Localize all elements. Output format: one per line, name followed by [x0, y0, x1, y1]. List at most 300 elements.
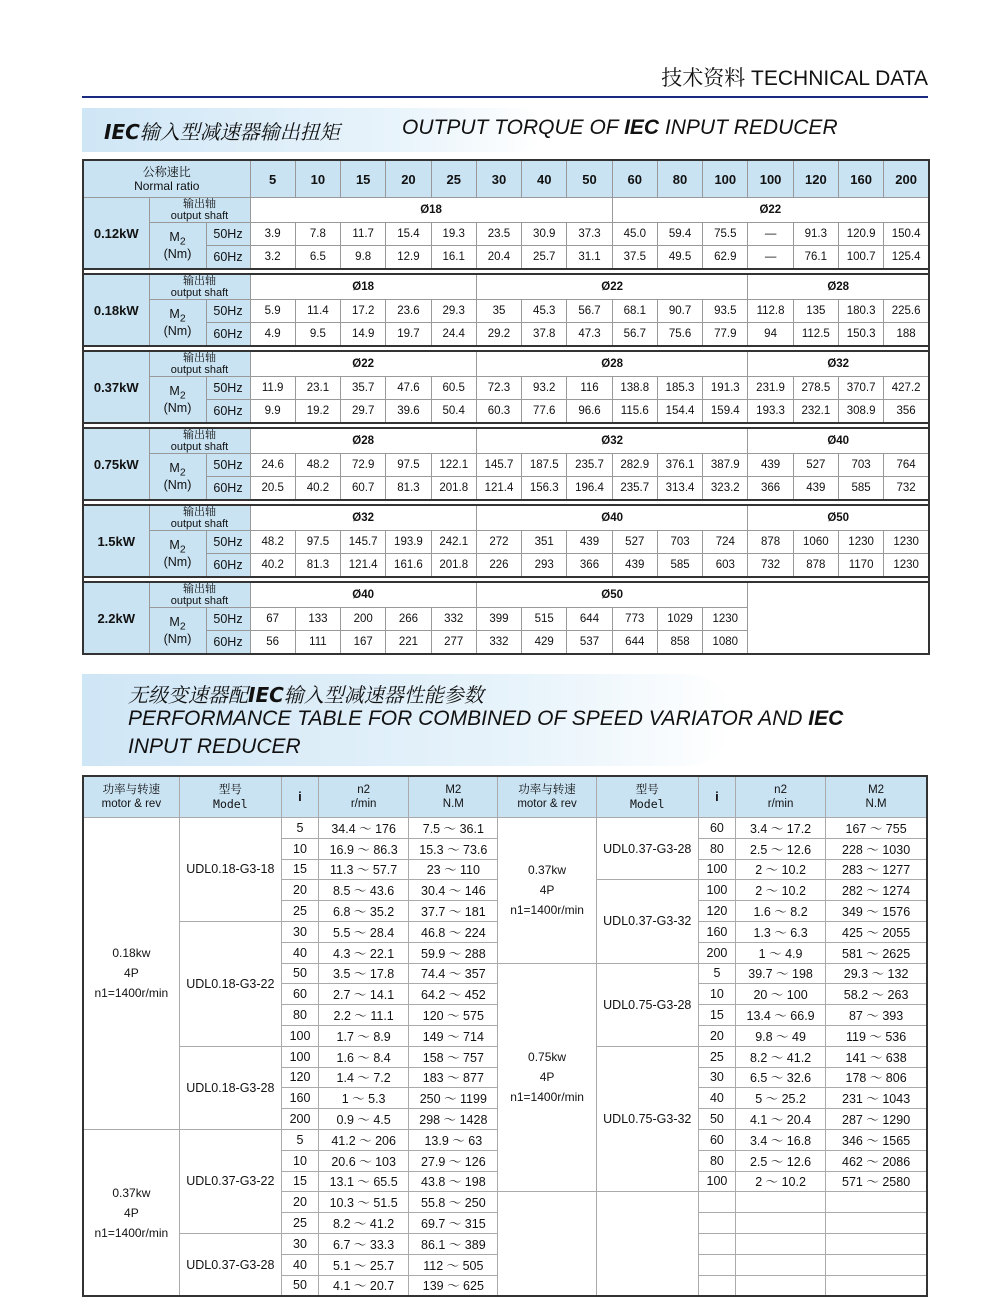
title2-en-iec: IEC [808, 707, 844, 730]
model-cn: 型号 [635, 784, 659, 796]
model-cell: UDL0.37-G3-22 [179, 1129, 281, 1233]
torque-value-cell: 25.7 [522, 246, 567, 270]
m2-range-cell: 74.4 ～ 357 [409, 963, 498, 984]
torque-value-cell: 29.3 [431, 300, 476, 323]
torque-value-cell: 196.4 [567, 477, 612, 501]
perf-row [83, 818, 927, 839]
section2-title-en-line2: INPUT REDUCER [128, 735, 301, 758]
torque-value-cell: 48.2 [250, 531, 295, 554]
torque-value-cell: 3.9 [250, 223, 295, 246]
torque-value-cell: 585 [838, 477, 883, 501]
n2-range-cell: 2.7 ～ 14.1 [319, 984, 409, 1005]
motor-rev-cell [83, 1129, 179, 1296]
motor-rev-cell [498, 1192, 596, 1296]
torque-value-cell: 20.4 [476, 246, 521, 270]
m2-range-cell [826, 1233, 927, 1254]
model-cell: UDL0.75-G3-32 [596, 1046, 698, 1192]
performance-table [82, 775, 928, 1297]
n2-range-cell: 8.2 ～ 41.2 [735, 1046, 825, 1067]
m2-range-cell: 23 ～ 110 [409, 859, 498, 880]
torque-value-cell: 40.2 [295, 477, 340, 501]
m2-range-cell: 46.8 ～ 224 [409, 921, 498, 942]
m2-unit-cell [149, 377, 206, 424]
ratio-i-cell: 15 [698, 1005, 735, 1026]
n2-range-cell: 10.3 ～ 51.5 [319, 1192, 409, 1213]
torque-value-cell: 272 [476, 531, 521, 554]
m2-label [150, 538, 206, 556]
shaft-label-cell [149, 351, 250, 377]
torque-value-cell: 145.7 [341, 531, 386, 554]
torque-value-cell: 91.3 [793, 223, 838, 246]
ratio-cell: 60 [612, 160, 657, 198]
torque-value-cell: 188 [884, 323, 929, 347]
torque-value-cell: 308.9 [838, 400, 883, 424]
torque-value-cell: 376.1 [657, 454, 702, 477]
torque-value-cell: 125.4 [884, 246, 929, 270]
torque-row-60hz [83, 554, 929, 578]
m2-range-cell: 282 ～ 1274 [826, 880, 927, 901]
n2-label: n2 [774, 784, 787, 796]
motor-rev-header [498, 776, 596, 818]
m2-label: M2 [445, 784, 462, 796]
ratio-cell: 15 [341, 160, 386, 198]
m2-range-cell: 29.3 ～ 132 [826, 963, 927, 984]
torque-value-cell: 282.9 [612, 454, 657, 477]
freq-60hz-cell: 60Hz [206, 554, 250, 578]
torque-value-cell: 221 [386, 631, 431, 655]
torque-value-cell: 366 [567, 554, 612, 578]
m2-unit-cell [149, 300, 206, 347]
n2-range-cell: 3.5 ～ 17.8 [319, 963, 409, 984]
torque-value-cell: 773 [612, 608, 657, 631]
torque-table [82, 159, 930, 655]
torque-value-cell: 537 [567, 631, 612, 655]
torque-value-cell: 50.4 [431, 400, 476, 424]
torque-value-cell: 68.1 [612, 300, 657, 323]
torque-value-cell: 278.5 [793, 377, 838, 400]
shaft-label-cn: 输出轴 [183, 583, 216, 595]
shaft-diameter-cell: Ø32 [476, 428, 748, 454]
torque-value-cell: 150.3 [838, 323, 883, 347]
shaft-label-cell [149, 198, 250, 223]
nm-label: (Nm) [163, 247, 192, 262]
n2-range-cell: 16.9 ～ 86.3 [319, 838, 409, 859]
torque-value-cell: 191.3 [703, 377, 748, 400]
ratio-i-cell: 160 [281, 1088, 318, 1109]
torque-value-cell: 235.7 [612, 477, 657, 501]
shaft-diameter-cell: Ø40 [748, 428, 929, 454]
ratio-i-cell: 30 [281, 921, 318, 942]
torque-value-cell: 439 [612, 554, 657, 578]
ratio-cell: 30 [476, 160, 521, 198]
torque-value-cell: 7.8 [295, 223, 340, 246]
torque-value-cell: 15.4 [386, 223, 431, 246]
n2-range-cell: 5.5 ～ 28.4 [319, 921, 409, 942]
title2-en-pre: PERFORMANCE TABLE FOR COMBINED OF SPEED VARIATOR AND [128, 707, 809, 730]
shaft-label-en: output shaft [170, 441, 229, 453]
title2-cn-post: 输入型减速器性能参数 [283, 683, 484, 707]
torque-value-cell: 121.4 [476, 477, 521, 501]
torque-value-cell: 527 [612, 531, 657, 554]
m2-range-cell: 425 ～ 2055 [826, 921, 927, 942]
ratio-header-row [83, 160, 929, 198]
torque-value-cell: 62.9 [703, 246, 748, 270]
torque-value-cell: 77.6 [522, 400, 567, 424]
torque-value-cell: 40.2 [250, 554, 295, 578]
motor-rev-line: 0.37kw [528, 863, 567, 878]
torque-row-50hz [83, 531, 929, 554]
m2-range-cell: 64.2 ～ 452 [409, 984, 498, 1005]
torque-value-cell: 93.2 [522, 377, 567, 400]
ratio-i-cell: 20 [281, 880, 318, 901]
torque-value-cell: 111 [295, 631, 340, 655]
m2-range-cell [826, 1213, 927, 1234]
torque-value-cell: 515 [522, 608, 567, 631]
torque-value-cell: 47.3 [567, 323, 612, 347]
model-cn: 型号 [218, 784, 242, 796]
torque-value-cell: 724 [703, 531, 748, 554]
torque-value-cell: 23.6 [386, 300, 431, 323]
shaft-label-cell [149, 582, 250, 608]
ratio-i-cell: 120 [698, 901, 735, 922]
torque-value-cell: 277 [431, 631, 476, 655]
m2-letter: M [169, 306, 180, 321]
torque-value-cell: 72.9 [341, 454, 386, 477]
torque-value-cell: 11.9 [250, 377, 295, 400]
m2-range-cell: 346 ～ 1565 [826, 1129, 927, 1150]
m2-subscript: 2 [179, 544, 186, 556]
torque-value-cell: 24.4 [431, 323, 476, 347]
m2-unit-cell [149, 531, 206, 578]
m2-range-cell: 15.3 ～ 73.6 [409, 838, 498, 859]
torque-value-cell: 145.7 [476, 454, 521, 477]
ratio-i-cell: 50 [281, 963, 318, 984]
m2-range-cell: 581 ～ 2625 [826, 942, 927, 963]
shaft-label-en: output shaft [170, 287, 229, 299]
empty-cell [748, 582, 929, 654]
n2-range-cell: 2 ～ 10.2 [735, 859, 825, 880]
torque-value-cell: 703 [657, 531, 702, 554]
n2-range-cell: 5.1 ～ 25.7 [319, 1254, 409, 1275]
shaft-label-cn: 输出轴 [183, 352, 216, 364]
m2-range-cell: 13.9 ～ 63 [409, 1129, 498, 1150]
torque-value-cell: 4.9 [250, 323, 295, 347]
model-cell: UDL0.37-G3-28 [179, 1233, 281, 1296]
power-cell: 1.5kW [83, 505, 149, 577]
torque-value-cell: 11.7 [341, 223, 386, 246]
m2-header [409, 776, 498, 818]
ratio-cell: 120 [793, 160, 838, 198]
m2-range-cell: 55.8 ～ 250 [409, 1192, 498, 1213]
n2-range-cell: 11.3 ～ 57.7 [319, 859, 409, 880]
torque-value-cell: 29.2 [476, 323, 521, 347]
ratio-i-header: i [281, 776, 318, 818]
torque-value-cell: 59.4 [657, 223, 702, 246]
torque-value-cell: 585 [657, 554, 702, 578]
n2-range-cell: 1.3 ～ 6.3 [735, 921, 825, 942]
torque-value-cell: 45.0 [612, 223, 657, 246]
ratio-i-cell [698, 1254, 735, 1275]
torque-value-cell: 1080 [703, 631, 748, 655]
ratio-i-cell: 100 [698, 1171, 735, 1192]
torque-value-cell: 242.1 [431, 531, 476, 554]
shaft-label-cell [149, 505, 250, 531]
title2-cn-iec: IEC [248, 683, 284, 707]
torque-value-cell: 439 [567, 531, 612, 554]
m2-label [150, 461, 206, 479]
shaft-diameter-cell: Ø18 [250, 274, 476, 300]
motor-rev-cell [498, 818, 596, 964]
m2-label: M2 [868, 784, 885, 796]
torque-value-cell: 1230 [838, 531, 883, 554]
m2-subscript: 2 [179, 236, 186, 248]
section1-title-en [402, 116, 838, 140]
torque-value-cell: 16.1 [431, 246, 476, 270]
m2-range-cell: 119 ～ 536 [826, 1025, 927, 1046]
ratio-i-cell: 60 [281, 984, 318, 1005]
shaft-label-cn: 输出轴 [183, 198, 216, 210]
m2-range-cell: 43.8 ～ 198 [409, 1171, 498, 1192]
m2-range-cell: 183 ～ 877 [409, 1067, 498, 1088]
ratio-cell: 160 [838, 160, 883, 198]
torque-value-cell: 180.3 [838, 300, 883, 323]
motor-rev-line: 0.18kw [112, 946, 151, 961]
torque-value-cell: 29.7 [341, 400, 386, 424]
torque-value-cell: 356 [884, 400, 929, 424]
torque-value-cell: 35 [476, 300, 521, 323]
torque-value-cell: 112.8 [748, 300, 793, 323]
ratio-i-cell: 15 [281, 1171, 318, 1192]
torque-value-cell: 193.3 [748, 400, 793, 424]
shaft-diameter-cell: Ø22 [250, 351, 476, 377]
torque-value-cell: 9.8 [341, 246, 386, 270]
title-en-iec: IEC [624, 116, 660, 139]
m2-range-cell: 231 ～ 1043 [826, 1088, 927, 1109]
torque-value-cell: 5.9 [250, 300, 295, 323]
n2-range-cell: 1.4 ～ 7.2 [319, 1067, 409, 1088]
m2-range-cell: 58.2 ～ 263 [826, 984, 927, 1005]
torque-row-60hz [83, 246, 929, 270]
ratio-i-cell: 80 [698, 838, 735, 859]
motor-rev-line: 0.37kw [112, 1185, 151, 1200]
torque-value-cell: 120.9 [838, 223, 883, 246]
torque-value-cell: 1230 [703, 608, 748, 631]
model-cell: UDL0.37-G3-32 [596, 880, 698, 963]
torque-value-cell: 732 [884, 477, 929, 501]
torque-value-cell: 193.9 [386, 531, 431, 554]
nm-label: (Nm) [163, 478, 192, 493]
model-header [179, 776, 281, 818]
n2-range-cell: 2.5 ～ 12.6 [735, 838, 825, 859]
torque-value-cell: 266 [386, 608, 431, 631]
torque-value-cell: 122.1 [431, 454, 476, 477]
m2-range-cell: 178 ～ 806 [826, 1067, 927, 1088]
motor-rev-line: 0.75kw [528, 1050, 567, 1065]
ratio-cell: 50 [567, 160, 612, 198]
m2-range-cell: 59.9 ～ 288 [409, 942, 498, 963]
torque-value-cell: 94 [748, 323, 793, 347]
n2-range-cell: 20 ～ 100 [735, 984, 825, 1005]
n2-range-cell [735, 1213, 825, 1234]
n2-range-cell: 0.9 ～ 4.5 [319, 1109, 409, 1130]
torque-value-cell: 17.2 [341, 300, 386, 323]
torque-value-cell: 23.1 [295, 377, 340, 400]
torque-value-cell: 116 [567, 377, 612, 400]
n2-range-cell: 3.4 ～ 17.2 [735, 818, 825, 839]
torque-value-cell: 167 [341, 631, 386, 655]
page-header-label: 技术资料 TECHNICAL DATA [661, 67, 928, 90]
torque-value-cell: 185.3 [657, 377, 702, 400]
m2-range-cell: 571 ～ 2580 [826, 1171, 927, 1192]
section2-title-cn [128, 679, 484, 708]
torque-value-cell: 187.5 [522, 454, 567, 477]
torque-value-cell: 9.9 [250, 400, 295, 424]
torque-value-cell: 35.7 [341, 377, 386, 400]
m2-range-cell: 86.1 ～ 389 [409, 1233, 498, 1254]
torque-value-cell: 23.5 [476, 223, 521, 246]
torque-value-cell: 60.5 [431, 377, 476, 400]
n2-range-cell: 2.2 ～ 11.1 [319, 1005, 409, 1026]
model-cell: UDL0.37-G3-28 [596, 818, 698, 880]
power-cell: 0.37kW [83, 351, 149, 423]
torque-value-cell: 323.2 [703, 477, 748, 501]
torque-value-cell: 351 [522, 531, 567, 554]
torque-value-cell: 100.7 [838, 246, 883, 270]
ratio-i-cell [698, 1213, 735, 1234]
torque-value-cell: 20.5 [250, 477, 295, 501]
torque-value-cell: 6.5 [295, 246, 340, 270]
m2-range-cell: 149 ～ 714 [409, 1025, 498, 1046]
torque-value-cell: 732 [748, 554, 793, 578]
m2-header [826, 776, 927, 818]
torque-value-cell: 200 [341, 608, 386, 631]
torque-value-cell: 96.6 [567, 400, 612, 424]
m2-range-cell: 112 ～ 505 [409, 1254, 498, 1275]
torque-value-cell: 159.4 [703, 400, 748, 424]
freq-60hz-cell: 60Hz [206, 246, 250, 270]
ratio-i-cell: 20 [698, 1025, 735, 1046]
ratio-i-cell: 80 [698, 1150, 735, 1171]
n2-range-cell: 8.5 ～ 43.6 [319, 880, 409, 901]
torque-value-cell: 60.3 [476, 400, 521, 424]
motor-rev-line: n1=1400r/min [94, 986, 169, 1001]
m2-range-cell [826, 1254, 927, 1275]
ratio-i-cell: 30 [698, 1067, 735, 1088]
shaft-diameter-cell: Ø18 [250, 198, 612, 223]
freq-60hz-cell: 60Hz [206, 477, 250, 501]
n2-range-cell: 2 ～ 10.2 [735, 1171, 825, 1192]
torque-value-cell: 235.7 [567, 454, 612, 477]
shaft-row [83, 274, 929, 300]
torque-value-cell: 878 [748, 531, 793, 554]
m2-letter: M [169, 537, 180, 552]
torque-value-cell: 90.7 [657, 300, 702, 323]
m2-unit: N.M [865, 798, 887, 810]
title-en-post: INPUT REDUCER [659, 116, 838, 139]
model-cell [596, 1192, 698, 1296]
torque-value-cell: 703 [838, 454, 883, 477]
model-en: Model [213, 797, 248, 811]
torque-value-cell: 399 [476, 608, 521, 631]
title-cn-iec: IEC [104, 120, 140, 144]
m2-range-cell: 167 ～ 755 [826, 818, 927, 839]
m2-range-cell: 69.7 ～ 315 [409, 1213, 498, 1234]
m2-range-cell: 37.7 ～ 181 [409, 901, 498, 922]
nm-label: (Nm) [163, 555, 192, 570]
shaft-label-cn: 输出轴 [183, 275, 216, 287]
ratio-i-cell: 50 [281, 1275, 318, 1296]
nm-label: (Nm) [163, 401, 192, 416]
motor-rev-cn: 功率与转速 [102, 784, 161, 796]
perf-header-row [83, 776, 927, 818]
torque-row-60hz [83, 477, 929, 501]
torque-value-cell: 97.5 [386, 454, 431, 477]
ratio-i-cell: 25 [281, 1213, 318, 1234]
n2-range-cell: 1.6 ～ 8.2 [735, 901, 825, 922]
ratio-i-cell: 40 [698, 1088, 735, 1109]
n2-range-cell [735, 1275, 825, 1296]
shaft-row [83, 582, 929, 608]
ratio-cell: 20 [386, 160, 431, 198]
m2-subscript: 2 [179, 467, 186, 479]
section1-title-cn [104, 116, 340, 145]
n2-range-cell: 6.7 ～ 33.3 [319, 1233, 409, 1254]
n2-range-cell: 2 ～ 10.2 [735, 880, 825, 901]
freq-50hz-cell: 50Hz [206, 531, 250, 554]
ratio-i-cell: 200 [281, 1109, 318, 1130]
torque-value-cell: 9.5 [295, 323, 340, 347]
shaft-diameter-cell: Ø50 [748, 505, 929, 531]
model-cell: UDL0.18-G3-18 [179, 818, 281, 922]
torque-value-cell: 3.2 [250, 246, 295, 270]
m2-range-cell: 287 ～ 1290 [826, 1109, 927, 1130]
ratio-i-cell: 25 [698, 1046, 735, 1067]
torque-value-cell: 161.6 [386, 554, 431, 578]
torque-value-cell: 150.4 [884, 223, 929, 246]
ratio-cell: 5 [250, 160, 295, 198]
m2-range-cell: 7.5 ～ 36.1 [409, 818, 498, 839]
n2-range-cell: 3.4 ～ 16.8 [735, 1129, 825, 1150]
m2-subscript: 2 [179, 621, 186, 633]
torque-value-cell: — [748, 246, 793, 270]
torque-value-cell: 644 [612, 631, 657, 655]
ratio-label-en: Normal ratio [134, 179, 200, 193]
ratio-label-cn: 公称速比 [142, 165, 191, 179]
torque-value-cell: 97.5 [295, 531, 340, 554]
m2-range-cell: 250 ～ 1199 [409, 1088, 498, 1109]
m2-unit-cell [149, 454, 206, 501]
torque-value-cell: 231.9 [748, 377, 793, 400]
ratio-i-cell: 30 [281, 1233, 318, 1254]
torque-value-cell: 24.6 [250, 454, 295, 477]
torque-value-cell: 75.6 [657, 323, 702, 347]
shaft-row [83, 198, 929, 223]
m2-range-cell [826, 1192, 927, 1213]
torque-value-cell: 332 [476, 631, 521, 655]
ratio-i-header: i [698, 776, 735, 818]
shaft-label-en: output shaft [170, 518, 229, 530]
m2-unit: N.M [442, 798, 464, 810]
m2-subscript: 2 [179, 313, 186, 325]
power-cell: 2.2kW [83, 582, 149, 654]
ratio-i-cell: 20 [281, 1192, 318, 1213]
ratio-i-cell: 40 [281, 1254, 318, 1275]
torque-row-60hz [83, 400, 929, 424]
m2-range-cell: 141 ～ 638 [826, 1046, 927, 1067]
freq-50hz-cell: 50Hz [206, 377, 250, 400]
ratio-i-cell: 15 [281, 859, 318, 880]
power-cell: 0.12kW [83, 198, 149, 270]
